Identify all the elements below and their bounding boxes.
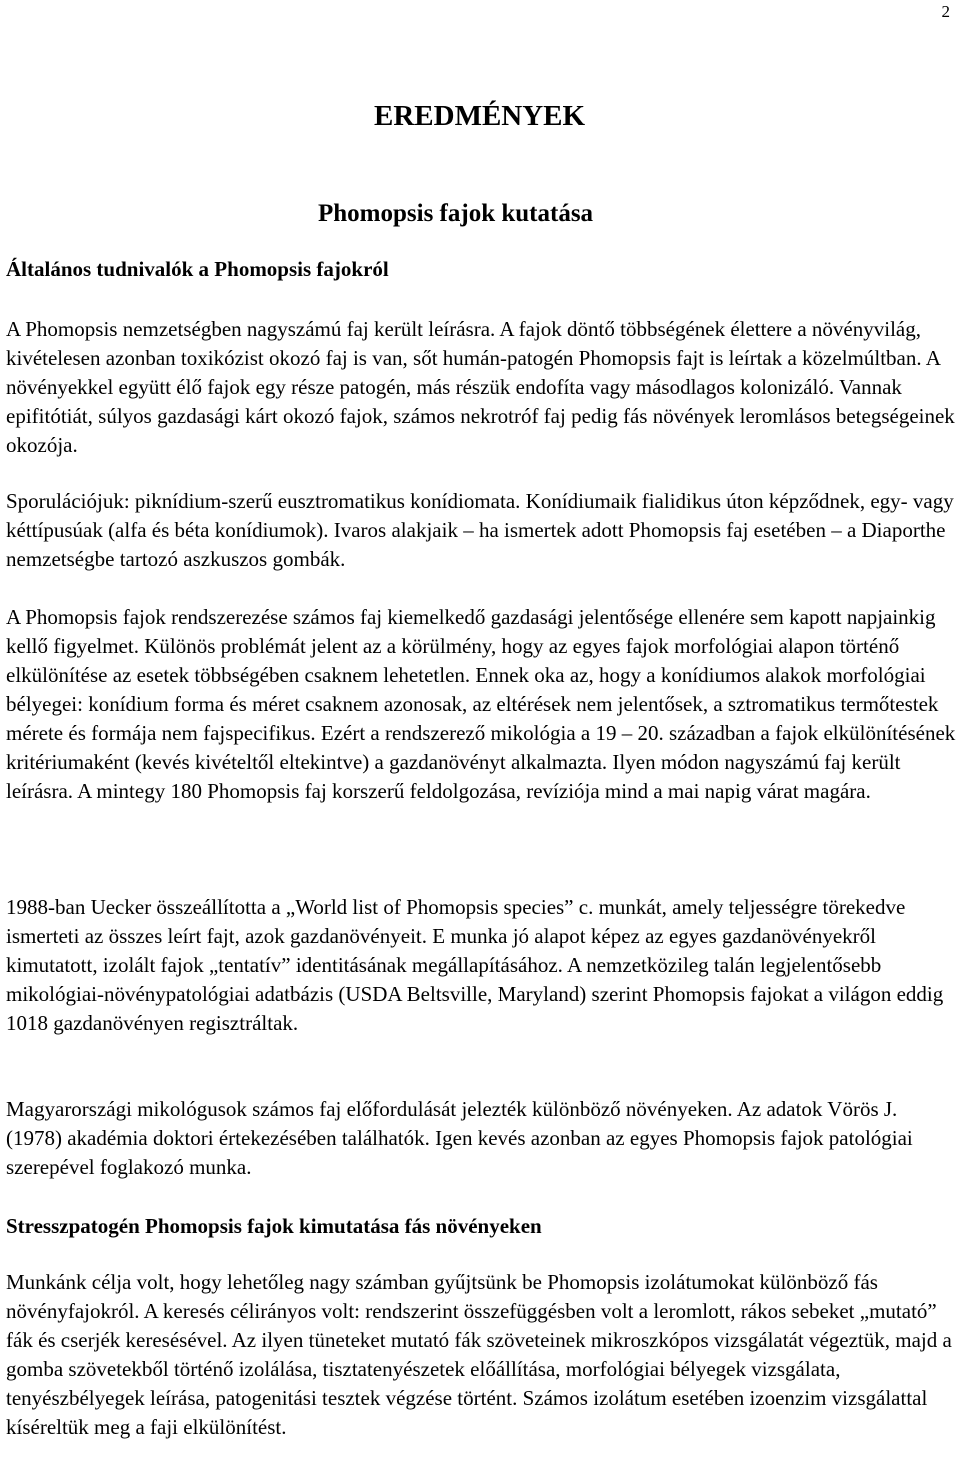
paragraph-sporulation: Sporulációjuk: piknídium-szerű eusztromatikus konídiomata. Konídiumaik fialidikus úton képződnek, egy- vagy kéttípusúak (alfa és béta konídiumok). Ivaros alakjaik – ha ismertek adott Phomopsis faj esetében – a Diaporthe nemzetségbe tartozó aszkuszos gombák. — [6, 489, 954, 571]
page-title: EREDMÉNYEK — [374, 100, 586, 132]
paragraph-taxonomy: A Phomopsis fajok rendszerezése számos faj kiemelkedő gazdasági jelentősége ellenére sem kapott napjainkig kellő figyelmet. Különös problémát jelent az a körülmény, hogy az egyes fajok morfológiai alapon történő elkülönítése az esetek többségében csaknem lehetetlen. Ennek oka az, hogy a konídiumos alakok morfológiai bélyegei: konídium forma és méret csaknem azonosak, az eltérések nem jelentősek, a sztromatikus termőtestek mérete és formája nem fajspecifikus. Ezért a rendszerező mikológia a 19 – 20. században a fajok elkülönítésének kritériumaként (kevés kivételtől eltekintve) a gazdanövényt alkalmazta. Ilyen módon nagyszámú faj került leírásra. A mintegy 180 Phomopsis faj korszerű feldolgozása, revíziója mind a mai napig várat magára. — [6, 605, 956, 803]
section-heading-stress-pathogen: Stresszpatogén Phomopsis fajok kimutatása fás növényeken — [6, 1214, 542, 1238]
paragraph-aims: Munkánk célja volt, hogy lehetőleg nagy számban gyűjtsünk be Phomopsis izolátumokat különböző fás növényfajokról. A keresés célirányos volt: rendszerint összefüggésben volt a leromlott, rákos sebeket „mutató” fák és cserjék keresésével. Az ilyen tüneteket mutató fák szöveteinek mikroszkópos vizsgálatát végeztük, majd a gomba szövetekből történő izolálása, tisztatenyészetek előállítása, morfológiai bélyegek vizsgálata, tenyészbélyegek leírása, patogenitási tesztek végzése történt. Számos izolátum esetében izoenzim vizsgálattal kíséreltük meg a faji elkülönítést. — [6, 1270, 952, 1439]
page-subtitle: Phomopsis fajok kutatása — [318, 200, 594, 227]
paragraph-hungarian: Magyarországi mikológusok számos faj előfordulását jelezték különböző növényeken. Az adatok Vörös J. (1978) akadémia doktori értekezésében találhatók. Igen kevés azonban az egyes Phomopsis fajok patológiai szerepével foglakozó munka. — [6, 1097, 913, 1179]
paragraph-uecker: 1988-ban Uecker összeállította a „World list of Phomopsis species” c. munkát, amely teljességre törekedve ismerteti az összes leírt fajt, azok gazdanövényeit. E munka jó alapot képez az egyes gazdanövényekről kimutatott, izolált fajok „tentatív” identitásának megállapításához. A nemzetközileg talán legjelentősebb mikológiai-növénypatológiai adatbázis (USDA Beltsville, Maryland) szerint Phomopsis fajokat a világon eddig 1018 gazdanövényen regisztráltak. — [6, 895, 944, 1035]
paragraph-intro: A Phomopsis nemzetségben nagyszámú faj került leírásra. A fajok döntő többségének élettere a növényvilág, kivételesen azonban toxikózist okozó faj is van, sőt humán-patogén Phomopsis fajt is leírtak a közelmúltban. A növényekkel együtt élő fajok egy része patogén, más részük endofíta vagy másodlagos kolonizáló. Vannak epifitótiát, súlyos gazdasági kárt okozó fajok, számos nekrotróf faj pedig fás növények leromlásos betegségeinek okozója. — [6, 317, 955, 457]
page-number: 2 — [941, 2, 950, 21]
section-heading-general: Általános tudnivalók a Phomopsis fajokról — [6, 257, 389, 281]
